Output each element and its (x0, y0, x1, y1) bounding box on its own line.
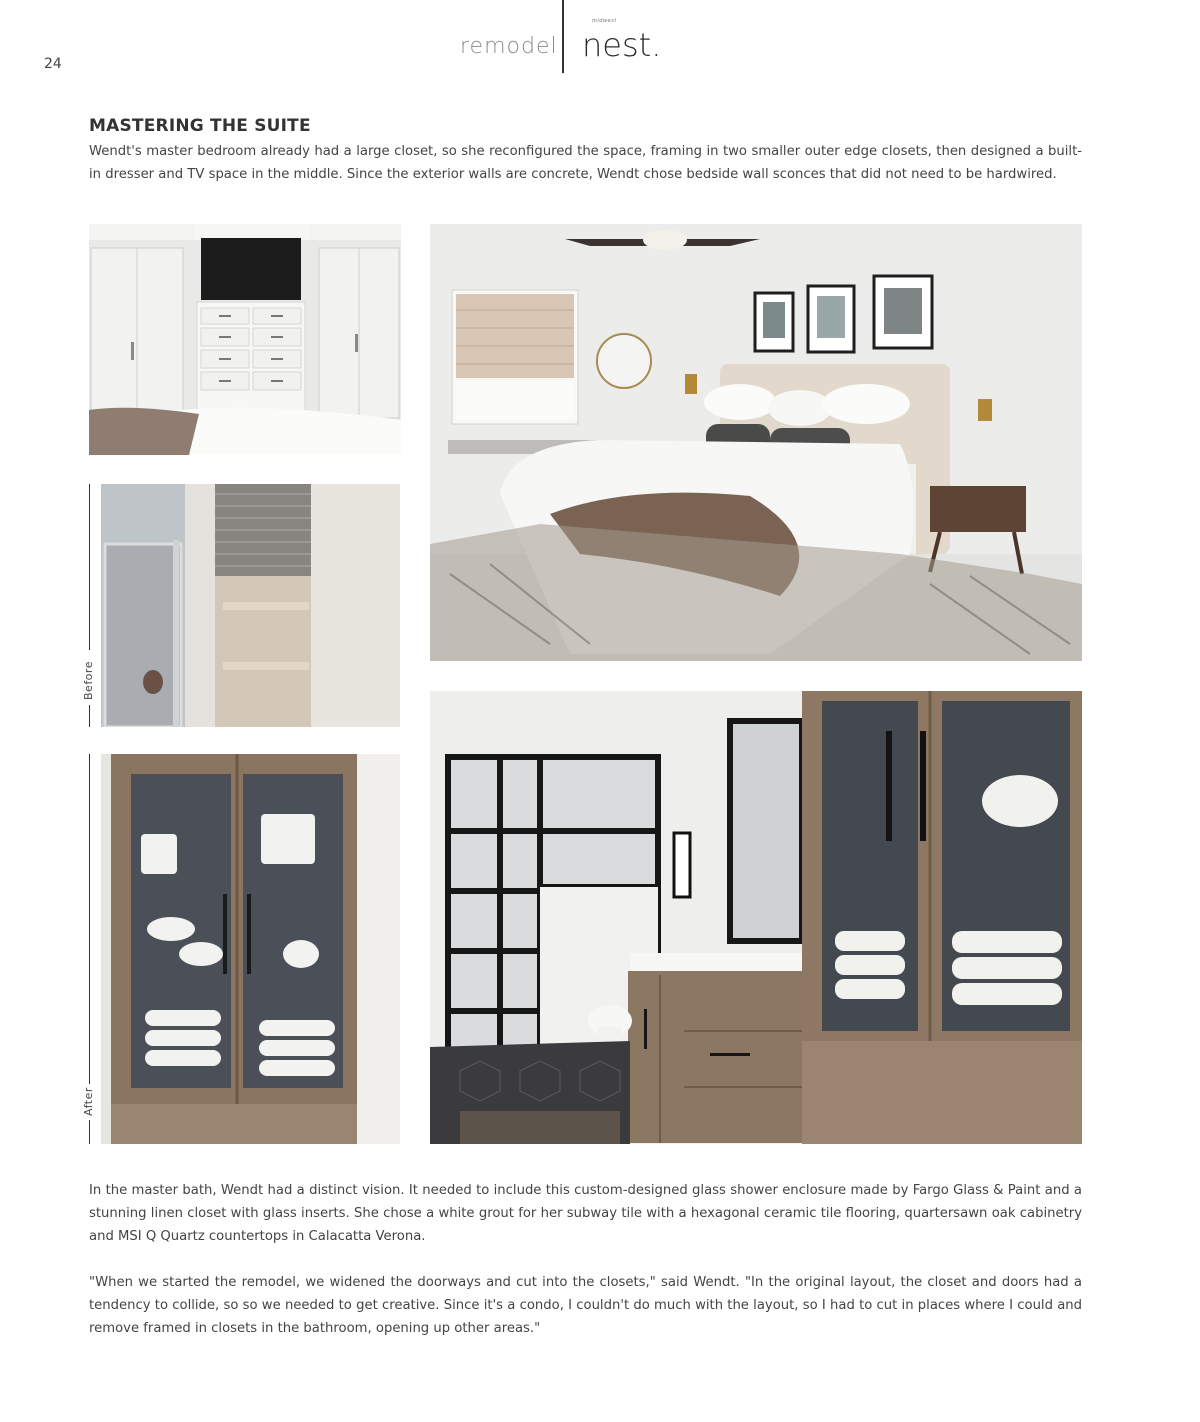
masthead-divider (562, 0, 564, 73)
before-label-line (89, 484, 90, 650)
photo-before-closet (101, 484, 400, 727)
intro-paragraph: Wendt's master bedroom already had a large closet, so she reconfigured the space, framing in two smaller outer edge closets, then designed a built-in dresser and TV space in the middle. Since the exterior walls are concrete, Wendt chose bedside wall sconces that did not need to be hardwired. (89, 144, 1082, 182)
masthead (0, 0, 1200, 80)
photo-master-bathroom (430, 691, 1082, 1144)
article-title: MASTERING THE SUITE (89, 116, 311, 136)
logo-wordmark: nest. (582, 26, 662, 64)
before-label: Before (82, 661, 95, 700)
after-label-line (89, 754, 90, 1084)
after-label: After (82, 1087, 95, 1116)
body-paragraph-2: "When we started the remodel, we widened the doorways and cut into the closets," said Wendt. "In the original layout, the closet and doors had a tendency to collide, so so we needed to get creative. Since it's a condo, I couldn't do much with the layout, so I had to cut in places where I could and remove framed in closets in the bathroom, opening up other areas." (89, 1275, 1082, 1336)
nest-logo (582, 12, 672, 68)
page-number: 24 (44, 56, 62, 72)
photo-after-linen-closet (101, 754, 400, 1144)
photo-master-bedroom (430, 224, 1082, 661)
before-label-line-lower (89, 705, 90, 727)
section-name: remodel (460, 34, 558, 59)
after-label-line-lower (89, 1120, 90, 1144)
photo-closet-dresser-tv (89, 224, 401, 455)
logo-tagline: midwest (592, 18, 617, 24)
body-paragraph-1: In the master bath, Wendt had a distinct vision. It needed to include this custom-designed glass shower enclosure made by Fargo Glass & Paint and a stunning linen closet with glass inserts. She chose a white grout for her subway tile with a hexagonal ceramic tile flooring, quartersawn oak cabinetry and MSI Q Quartz countertops in Calacatta Verona. (89, 1183, 1082, 1244)
